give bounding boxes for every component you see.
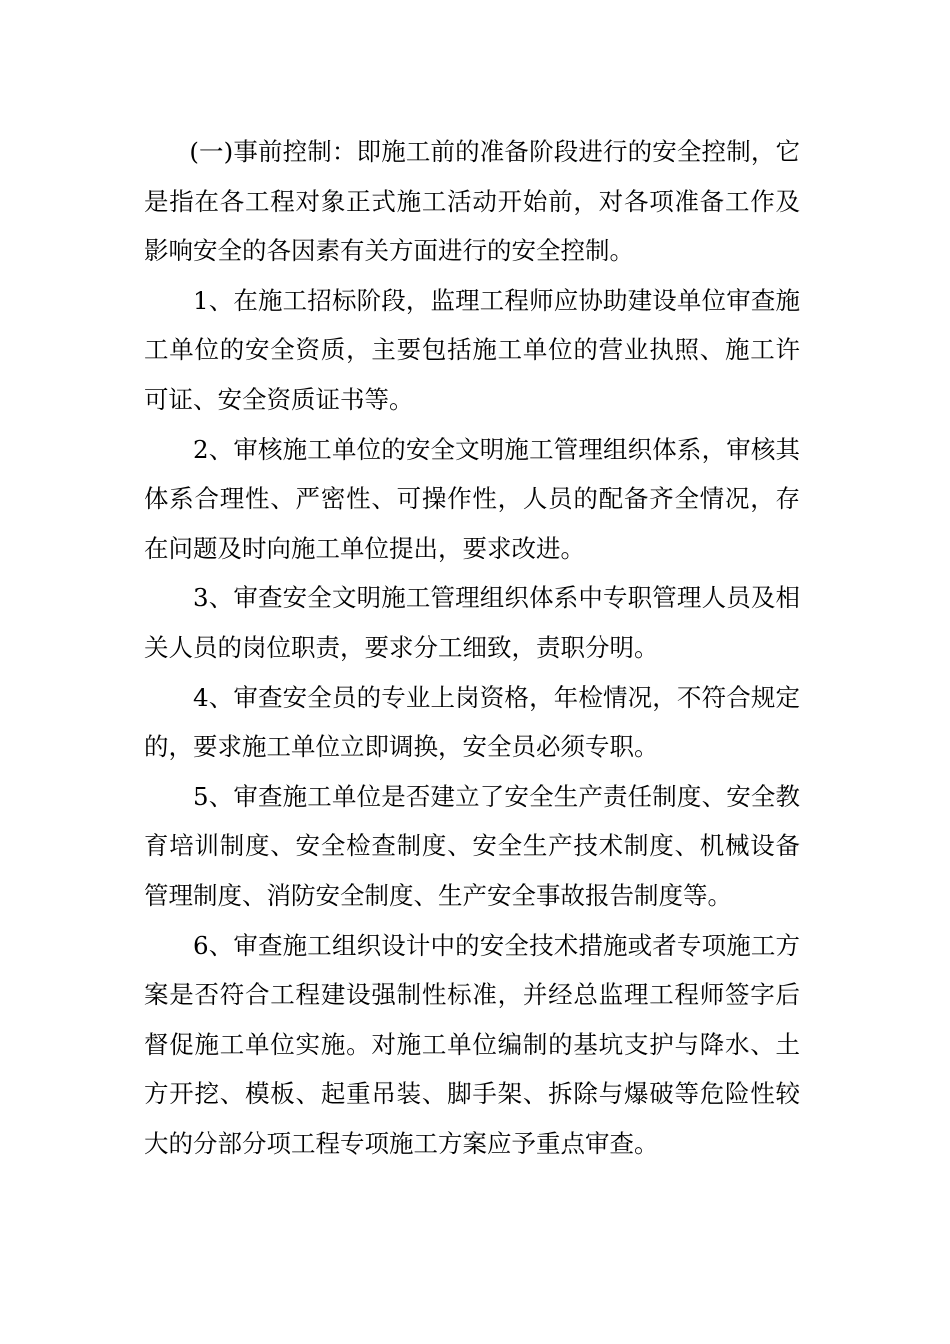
document-body [144,127,800,1168]
paragraph-item-1: 1、在施工招标阶段，监理工程师应协助建设单位审查施工单位的安全资质，主要包括施工单位的营业执照、施工许可证、安全资质证书等。 [144,285,800,414]
paragraph-item-3: 3、审查安全文明施工管理组织体系中专职管理人员及相关人员的岗位职责，要求分工细致，责职分明。 [144,583,800,662]
paragraph-item-2: 2、审核施工单位的安全文明施工管理组织体系，审核其体系合理性、严密性、可操作性，人员的配备齐全情况，存在问题及时向施工单位提出，要求改进。 [144,434,800,563]
paragraph-item-4: 4、审查安全员的专业上岗资格，年检情况，不符合规定的，要求施工单位立即调换，安全员必须专职。 [144,682,800,762]
paragraph-pre-control: (一)事前控制：即施工前的准备阶段进行的安全控制，它是指在各工程对象正式施工活动开始前，对各项准备工作及影响安全的各因素有关方面进行的安全控制。 [144,137,800,266]
paragraph-item-5: 5、审查施工单位是否建立了安全生产责任制度、安全教育培训制度、安全检查制度、安全生产技术制度、机械设备管理制度、消防安全制度、生产安全事故报告制度等。 [144,781,800,910]
paragraph-item-6: 6、审查施工组织设计中的安全技术措施或者专项施工方案是否符合工程建设强制性标准，并经总监理工程师签字后督促施工单位实施。对施工单位编制的基坑支护与降水、土方开挖、模板、起重吊装、脚手架、拆除与爆破等危险性较大的分部分项工程专项施工方案应予重点审查。 [144,930,800,1158]
